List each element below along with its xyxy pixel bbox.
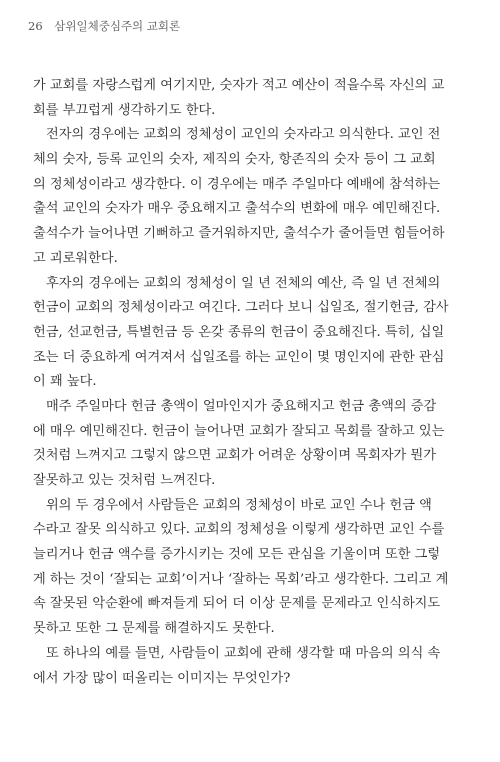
text-line: 체의 숫자, 등록 교인의 숫자, 제직의 숫자, 항존직의 숫자 등이 그 교회 <box>33 152 436 168</box>
text-line: 이 꽤 높다. <box>33 374 97 390</box>
text-line: 잘못하고 있는 것처럼 느껴진다. <box>33 473 216 488</box>
text-line: 가 교회를 자랑스럽게 여기지만, 숫자가 적고 예산이 적을수록 자신의 교 <box>33 78 445 93</box>
text-line: 조는 더 중요하게 여겨져서 십일조를 하는 교인이 몇 명인지에 관한 관심 <box>33 349 445 365</box>
text-line: 후자의 경우에는 교회의 정체성이 일 년 전체의 예산, 즉 일 년 전체의 <box>46 275 441 291</box>
text-line: 출석 교인의 숫자가 매우 중요해지고 출석수의 변화에 매우 예민해진다. <box>33 201 441 217</box>
text-line: 수라고 잘못 의식하고 있다. 교회의 정체성을 이렇게 생각하면 교인 수를 <box>33 522 445 538</box>
running-header <box>28 18 180 34</box>
page-number: 26 <box>28 19 43 33</box>
text-line: 에 매우 예민해진다. 헌금이 늘어나면 교회가 잘되고 목회를 잘하고 있는 <box>33 423 445 439</box>
text-line: 게 하는 것이 ‘잘되는 교회’이거나 ‘잘하는 목회’라고 생각한다. 그리고 계 <box>33 571 449 587</box>
text-line: 헌금, 선교헌금, 특별헌금 등 온갖 종류의 헌금이 중요해진다. 특히, 십일 <box>33 324 445 340</box>
text-line: 늘리거나 헌금 액수를 증가시키는 것에 모든 관심을 기울이며 또한 그렇 <box>33 547 441 563</box>
text-line: 출석수가 늘어나면 기뻐하고 즐거워하지만, 출석수가 줄어들면 힘들어하 <box>33 226 445 242</box>
text-line: 것처럼 느껴지고 그렇지 않으면 교회가 어려운 상황이며 목회자가 뭔가 <box>33 448 436 464</box>
text-line: 속 잘못된 악순환에 빠져들게 되어 더 이상 문제를 문제라고 인식하지도 <box>33 596 441 612</box>
text-line: 헌금이 교회의 정체성이라고 여긴다. 그러다 보니 십일조, 절기헌금, 감사 <box>33 300 449 316</box>
text-line: 에서 가장 많이 떠올리는 이미지는 무엇인가? <box>33 670 291 686</box>
text-line: 의 정체성이라고 생각한다. 이 경우에는 매주 주일마다 예배에 참석하는 <box>33 176 441 192</box>
text-line: 또 하나의 예를 들면, 사람들이 교회에 관해 생각할 때 마음의 의식 속 <box>46 645 441 661</box>
text-line: 위의 두 경우에서 사람들은 교회의 정체성이 바로 교인 수나 헌금 액 <box>46 497 432 513</box>
text-line: 못하고 또한 그 문제를 해결하지도 못한다. <box>33 621 275 637</box>
text-line: 매주 주일마다 헌금 총액이 얼마인지가 중요해지고 헌금 총액의 증감 <box>46 398 437 414</box>
text-line: 전자의 경우에는 교회의 정체성이 교인의 숫자라고 의식한다. 교인 전 <box>46 127 441 143</box>
running-title: 삼위일체중심주의 교회론 <box>54 19 181 33</box>
text-line: 고 괴로워한다. <box>33 250 118 266</box>
body-text <box>33 74 473 691</box>
text-line: 회를 부끄럽게 생각하기도 한다. <box>33 102 216 118</box>
